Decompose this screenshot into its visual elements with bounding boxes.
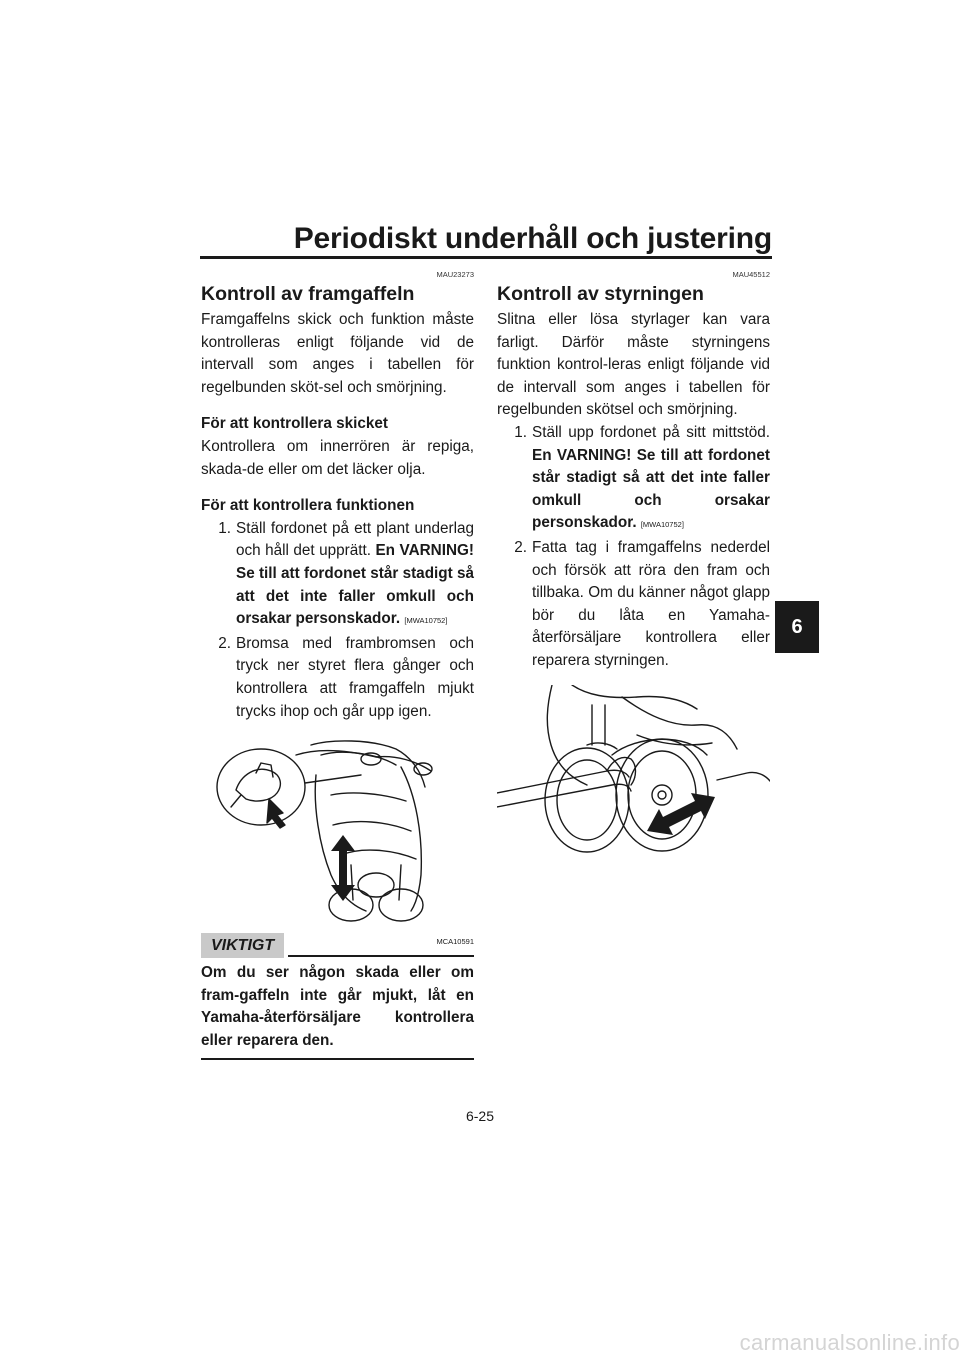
figure-code: MCA10591 xyxy=(436,936,474,946)
left-column xyxy=(201,270,474,1060)
step-instruction: Ställ fordonet på ett plant underlag och håll det upprätt. xyxy=(236,519,474,560)
warning-code: [MWA10752] xyxy=(640,520,684,530)
warning-text: En VARNING! Se till att fordonet står stadigt så att det inte faller omkull och orsakar personskador. xyxy=(236,542,474,628)
step-number: 2. xyxy=(218,634,231,652)
step-number: 1. xyxy=(218,519,231,537)
header-rule xyxy=(200,256,772,259)
step-text: Fatta tag i framgaffelns nederdel och försök att röra den fram och tillbaka. Om du känner något glapp bör du låta en Yamaha-återförsäljare kontrollera eller reparera styrningen. xyxy=(532,538,770,669)
notice-rule xyxy=(288,955,474,957)
step-number: 2. xyxy=(514,538,527,556)
chapter-tab: 6 xyxy=(775,601,819,653)
steering-check-drawing xyxy=(497,685,770,855)
step-item xyxy=(201,633,474,723)
section-code: MAU45512 xyxy=(732,270,770,279)
step-item xyxy=(201,518,474,633)
section-code: MAU23273 xyxy=(436,270,474,279)
scooter-fork-drawing xyxy=(201,735,474,929)
watermark: carmanualsonline.info xyxy=(739,1330,960,1355)
step-text xyxy=(236,518,474,633)
right-column xyxy=(497,270,770,855)
notice-text: Om du ser någon skada eller om fram-gaffeln inte går mjukt, låt en Yamaha-återförsäljare kontrollera eller reparera den. xyxy=(201,962,474,1060)
section-heading: Kontroll av framgaffeln xyxy=(201,283,415,305)
section-intro: Slitna eller lösa styrlager kan vara farligt. Därför måste styrningens funktion kontrol-leras enligt följande vid de intervall som anges i tabellen för regelbunden skötsel och smörjning. xyxy=(497,311,770,419)
step-text: Bromsa med frambromsen och tryck ner styret flera gånger och kontrollera att framgaffeln mjukt trycks ihop och går upp igen. xyxy=(236,634,474,720)
step-item xyxy=(497,422,770,537)
condition-text: Kontrollera om innerrören är repiga, skada-de eller om det läcker olja. xyxy=(201,437,474,478)
step-number: 1. xyxy=(514,423,527,441)
warning-code: [MWA10752] xyxy=(404,616,448,626)
subheading-function: För att kontrollera funktionen xyxy=(201,497,415,515)
section-heading: Kontroll av styrningen xyxy=(497,283,704,305)
steering-illustration xyxy=(497,685,770,855)
subheading-condition: För att kontrollera skicket xyxy=(201,415,389,433)
page-number: 6-25 xyxy=(465,1108,495,1124)
step-instruction: Ställ upp fordonet på sitt mittstöd. xyxy=(532,423,770,441)
notice-label: VIKTIGT xyxy=(201,933,284,958)
page-title: Periodiskt underhåll och justering xyxy=(293,222,772,255)
step-item xyxy=(497,537,770,673)
section-intro: Framgaffelns skick och funktion måste kontrolleras enligt följande vid de intervall som anges i tabellen för regelbunden sköt-sel och smörjning. xyxy=(201,311,474,396)
step-text xyxy=(532,422,770,537)
warning-text: En VARNING! Se till att fordonet står stadigt så att det inte faller omkull och orsakar personskador. xyxy=(532,446,770,532)
